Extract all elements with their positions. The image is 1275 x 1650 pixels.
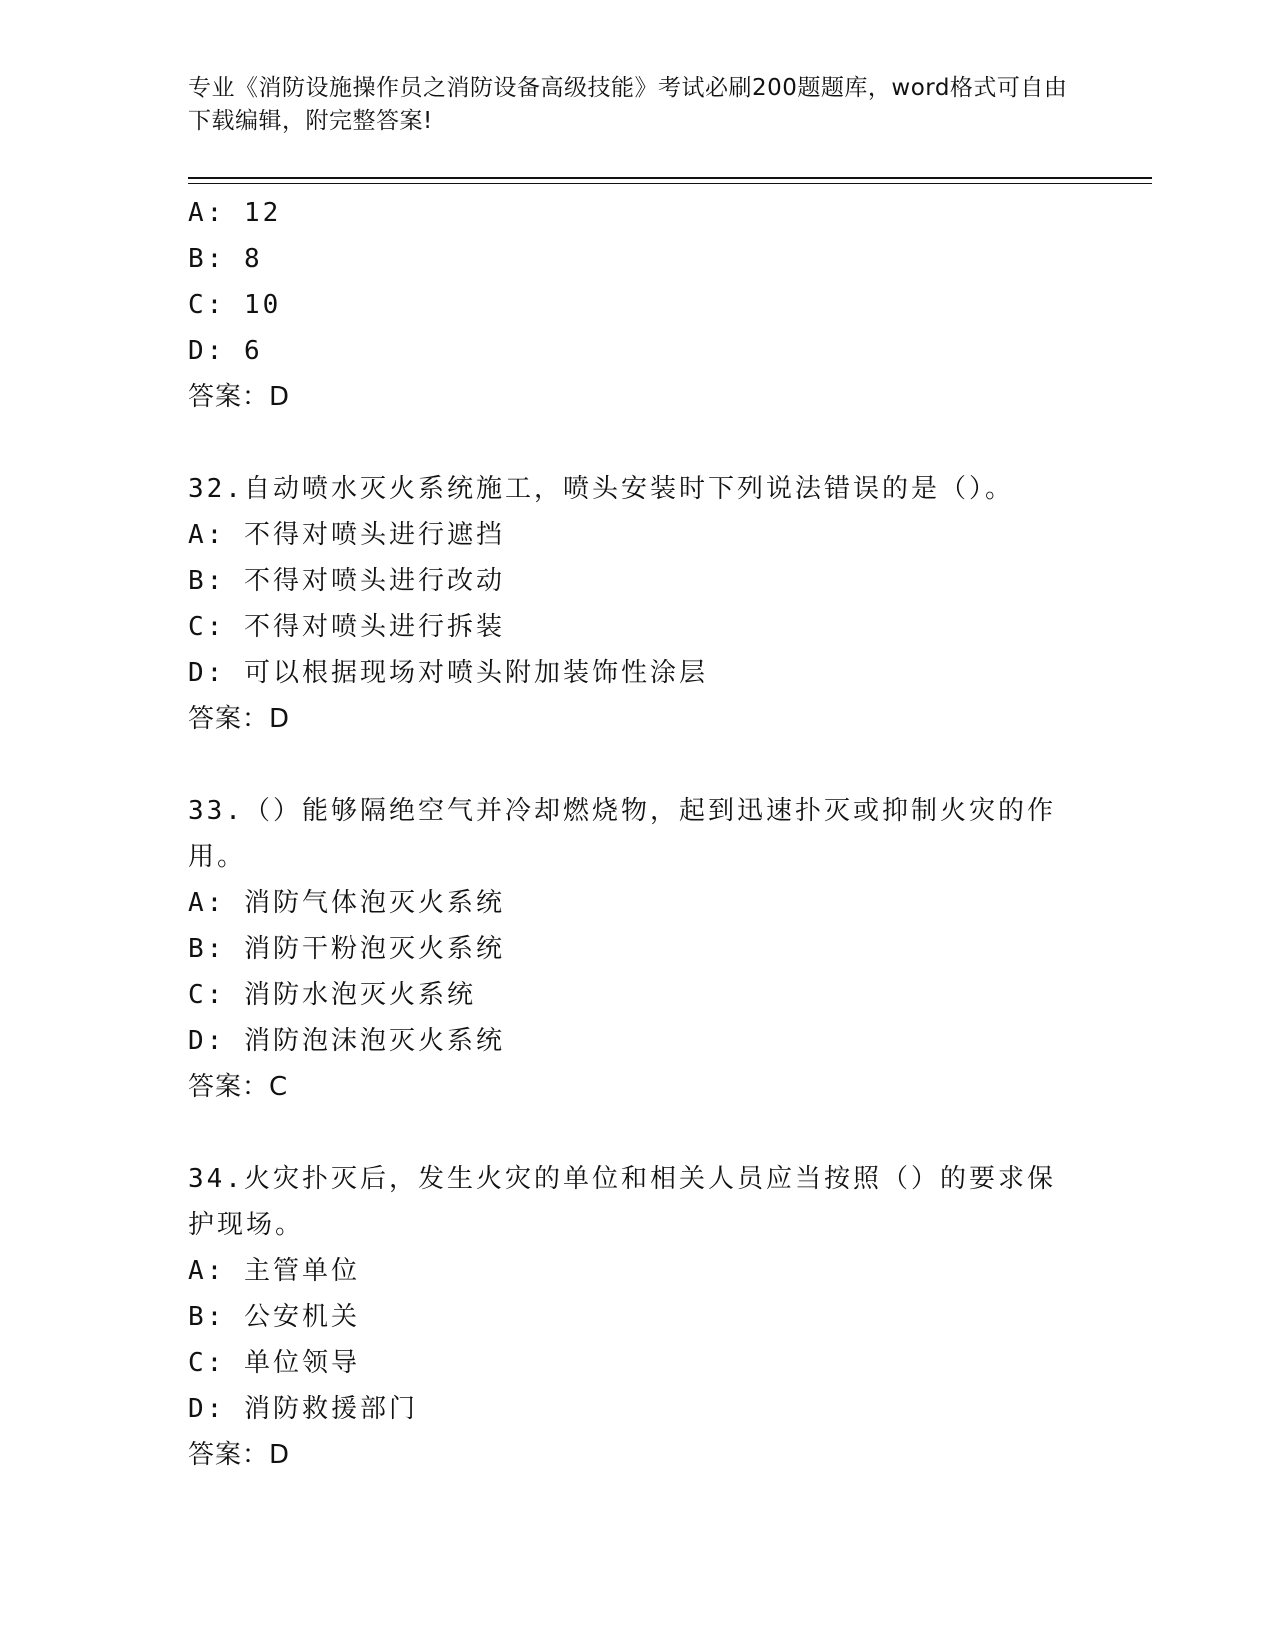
- option-a: A: 主管单位: [188, 1256, 360, 1286]
- document-header: 专业《消防设施操作员之消防设备高级技能》考试必刷200题题库，word格式可自由下载编辑，附完整答案!: [188, 75, 1068, 134]
- option-d: D: 消防泡沫泡灭火系统: [188, 1026, 505, 1056]
- option-d: D: 消防救援部门: [188, 1394, 418, 1424]
- answer: 答案：C: [188, 1072, 289, 1102]
- question-34-block: [188, 1156, 1088, 1478]
- header-rule-thin: [188, 183, 1152, 184]
- option-a: A: 消防气体泡灭火系统: [188, 888, 505, 918]
- option-c: C: 单位领导: [188, 1348, 360, 1378]
- question-text: 32.自动喷水灭火系统施工，喷头安装时下列说法错误的是（）。: [188, 474, 1014, 504]
- option-c: C: 消防水泡灭火系统: [188, 980, 476, 1010]
- spacer: [188, 1110, 1088, 1156]
- option-b: B: 不得对喷头进行改动: [188, 566, 505, 596]
- question-32-block: [188, 466, 1088, 742]
- option-b: B: 公安机关: [188, 1302, 360, 1332]
- option-d: D: 可以根据现场对喷头附加装饰性涂层: [188, 658, 708, 688]
- option-c: C: 不得对喷头进行拆装: [188, 612, 505, 642]
- answer: 答案：D: [188, 382, 291, 412]
- option-b: B: 消防干粉泡灭火系统: [188, 934, 505, 964]
- option-b: B: 8: [188, 244, 263, 274]
- question-text: 34.火灾扑灭后，发生火灾的单位和相关人员应当按照（）的要求保护现场。: [188, 1164, 1056, 1240]
- option-a: A: 不得对喷头进行遮挡: [188, 520, 505, 550]
- option-c: C: 10: [188, 290, 282, 320]
- option-a: A: 12: [188, 198, 282, 228]
- question-text: 33.（）能够隔绝空气并冷却燃烧物，起到迅速扑灭或抑制火灾的作用。: [188, 796, 1056, 872]
- question-list: [188, 190, 1088, 1478]
- question-33-block: [188, 788, 1088, 1110]
- spacer: [188, 420, 1088, 466]
- answer: 答案：D: [188, 704, 291, 734]
- option-d: D: 6: [188, 336, 263, 366]
- answer: 答案：D: [188, 1440, 291, 1470]
- question-31-block: [188, 190, 1088, 420]
- header-rule-thick: [188, 177, 1152, 179]
- spacer: [188, 742, 1088, 788]
